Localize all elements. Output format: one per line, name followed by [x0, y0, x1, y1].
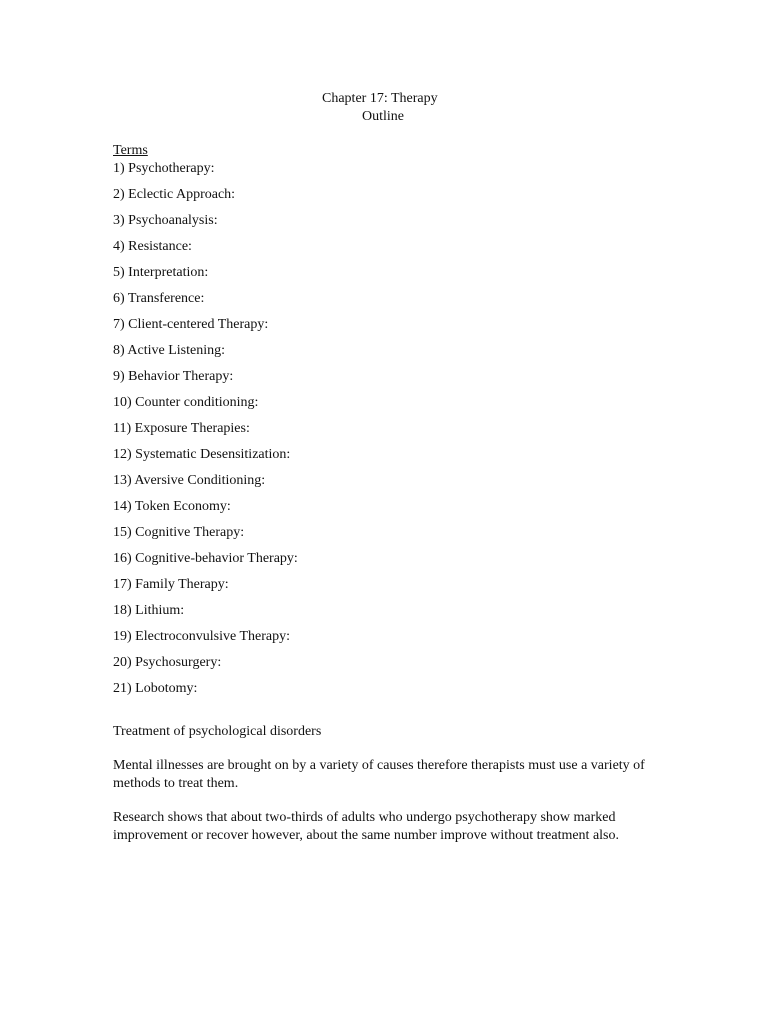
term-item: 12) Systematic Desensitization: — [113, 447, 291, 462]
term-item: 14) Token Economy: — [113, 499, 231, 514]
term-item: 5) Interpretation: — [113, 265, 209, 280]
term-item: 11) Exposure Therapies: — [113, 421, 250, 436]
term-item: 15) Cognitive Therapy: — [113, 525, 245, 540]
term-item: 2) Eclectic Approach: — [113, 187, 236, 202]
term-item: 9) Behavior Therapy: — [113, 369, 234, 384]
term-item: 16) Cognitive-behavior Therapy: — [113, 551, 298, 566]
term-item: 3) Psychoanalysis: — [113, 213, 218, 228]
term-item: 10) Counter conditioning: — [113, 395, 259, 410]
term-item: 6) Transference: — [113, 291, 205, 306]
treatment-paragraph: Research shows that about two-thirds of adults who undergo psychotherapy show marked improvement or recover however, about the same number improve without treatment also. — [113, 810, 620, 843]
treatment-heading: Treatment of psychological disorders — [113, 724, 322, 739]
terms-list — [113, 160, 298, 706]
term-item: 4) Resistance: — [113, 239, 192, 254]
chapter-title: Chapter 17: Therapy — [322, 91, 438, 106]
term-item: 21) Lobotomy: — [113, 681, 198, 696]
term-item: 8) Active Listening: — [113, 343, 225, 358]
term-item: 13) Aversive Conditioning: — [113, 473, 266, 488]
terms-heading: Terms — [113, 143, 148, 158]
treatment-paragraph: Mental illnesses are brought on by a variety of causes therefore therapists must use a variety of methods to treat them. — [113, 758, 645, 791]
term-item: 18) Lithium: — [113, 603, 185, 618]
term-item: 1) Psychotherapy: — [113, 161, 215, 176]
term-item: 19) Electroconvulsive Therapy: — [113, 629, 291, 644]
term-item: 17) Family Therapy: — [113, 577, 229, 592]
term-item: 20) Psychosurgery: — [113, 655, 222, 670]
term-item: 7) Client-centered Therapy: — [113, 317, 269, 332]
outline-subtitle: Outline — [362, 109, 404, 124]
